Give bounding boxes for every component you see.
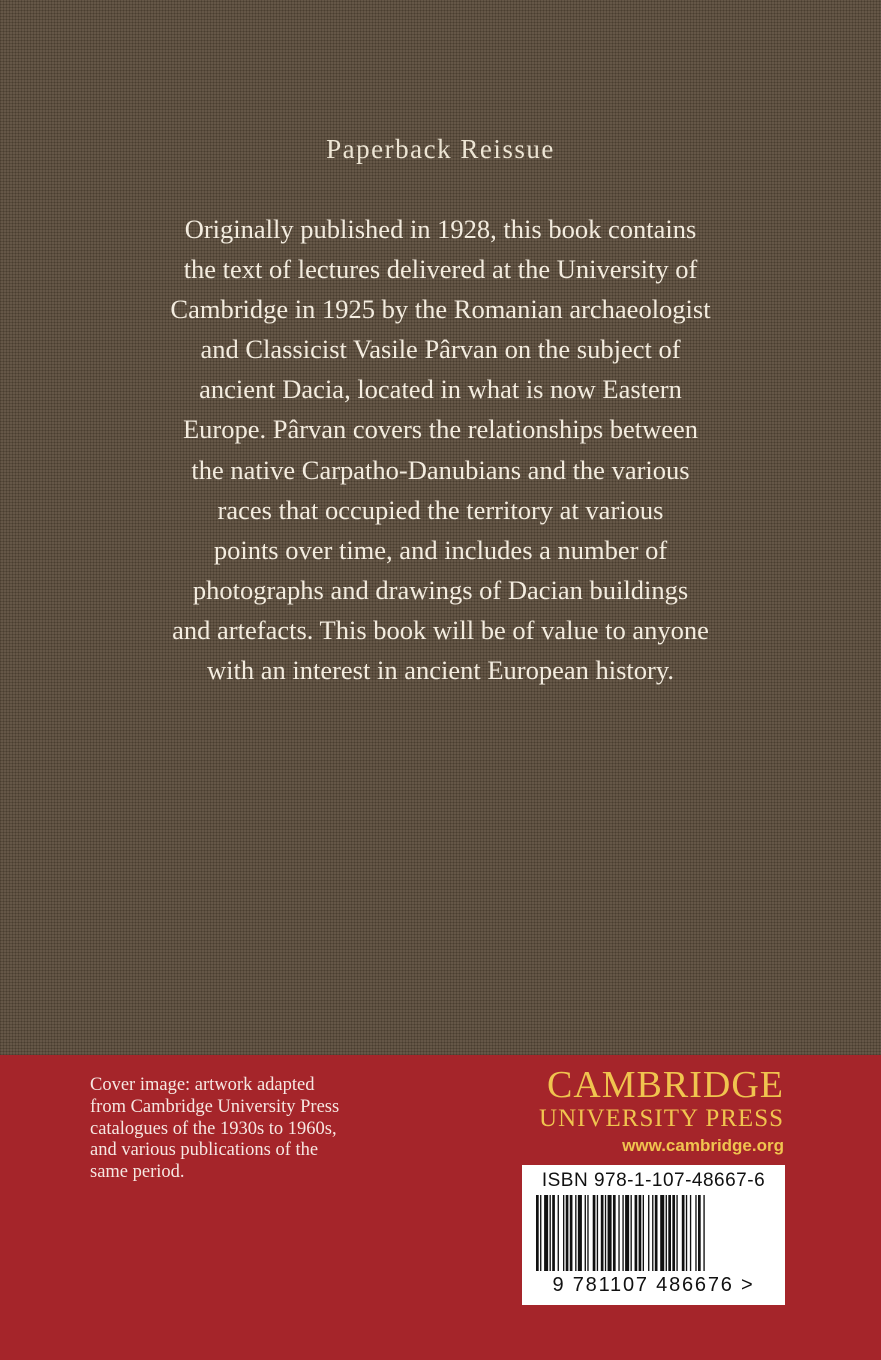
description-line: Europe. Pârvan covers the relationships between — [182, 414, 699, 445]
publisher-name: CAMBRIDGE — [546, 1064, 784, 1106]
description-line: and Classicist Vasile Pârvan on the subject of — [200, 334, 681, 365]
credit-line: from Cambridge University Press — [90, 1096, 340, 1117]
barcode-icon — [532, 1195, 775, 1275]
description-line: ancient Dacia, located in what is now Eastern — [199, 374, 682, 405]
description-line: races that occupied the territory at various — [217, 494, 664, 525]
description-line: photographs and drawings of Dacian buildings — [192, 574, 689, 605]
cover-image-credit — [90, 1075, 390, 1184]
description-line: and artefacts. This book will be of value to anyone — [172, 614, 709, 645]
description-line: with an interest in ancient European history. — [206, 655, 675, 686]
credit-line: Cover image: artwork adapted — [90, 1075, 315, 1095]
barcode-digits: 9 781107 486676 > — [552, 1274, 755, 1296]
publisher-url: www.cambridge.org — [622, 1136, 784, 1155]
edition-label: Paperback Reissue — [326, 134, 555, 164]
description-line: the native Carpatho-Danubians and the various — [191, 454, 690, 485]
description-line: Cambridge in 1925 by the Romanian archaeologist — [170, 294, 711, 325]
book-description — [128, 209, 753, 690]
credit-line: catalogues of the 1930s to 1960s, — [90, 1118, 337, 1139]
description-line: the text of lectures delivered at the University of — [183, 254, 698, 285]
credit-line: and various publications of the — [90, 1140, 319, 1161]
credit-line: same period. — [90, 1162, 185, 1183]
description-line: points over time, and includes a number of — [213, 534, 668, 565]
description-line: Originally published in 1928, this book contains — [184, 214, 697, 244]
publisher-subtitle: UNIVERSITY PRESS — [539, 1105, 784, 1132]
isbn-label: ISBN 978-1-107-48667-6 — [541, 1170, 766, 1191]
